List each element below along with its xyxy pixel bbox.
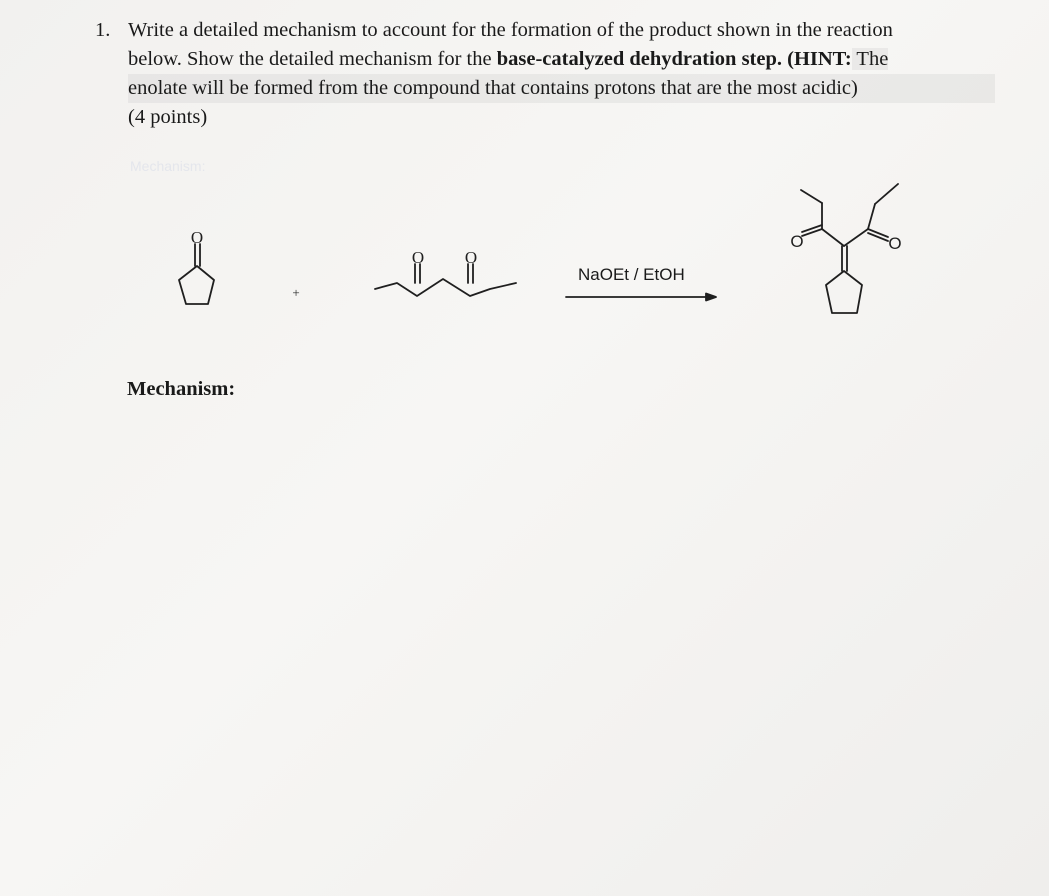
reaction-arrow xyxy=(566,294,716,301)
product-oxygen-label-left: O xyxy=(790,232,804,251)
reagent-label: NaOEt / EtOH xyxy=(578,265,685,284)
question-line-2-text: below. Show the detailed mechanism for the xyxy=(128,48,497,70)
question-line-3: enolate will be formed from the compound that contains protons that are the most acidic) xyxy=(128,74,995,103)
product-oxygen-label-right: O xyxy=(888,234,902,253)
question-line-1: Write a detailed mechanism to account for the formation of the product shown in the reaction xyxy=(128,19,893,41)
question-line-2-end: The xyxy=(851,48,889,70)
reaction-scheme xyxy=(0,170,1049,340)
product-structure xyxy=(801,184,898,313)
cyclopentanone-structure xyxy=(179,244,214,304)
question-block xyxy=(95,16,995,132)
plus-sign: + xyxy=(292,285,300,300)
faint-show-through-text: Mechanism: xyxy=(130,158,206,174)
question-text xyxy=(128,16,995,132)
dione-oxygen-label-2: O xyxy=(464,248,478,267)
question-line-2 xyxy=(128,45,995,74)
ketone-oxygen-label: O xyxy=(190,228,204,247)
question-number: 1. xyxy=(95,19,111,41)
points-label: (4 points) xyxy=(128,106,208,128)
hint-label: (HINT: xyxy=(782,48,852,70)
emphasis-dehydration: base-catalyzed dehydration step. xyxy=(496,48,782,70)
dione-oxygen-label-1: O xyxy=(411,248,425,267)
heptanedione-structure xyxy=(375,264,516,296)
mechanism-label: Mechanism: xyxy=(127,378,236,400)
